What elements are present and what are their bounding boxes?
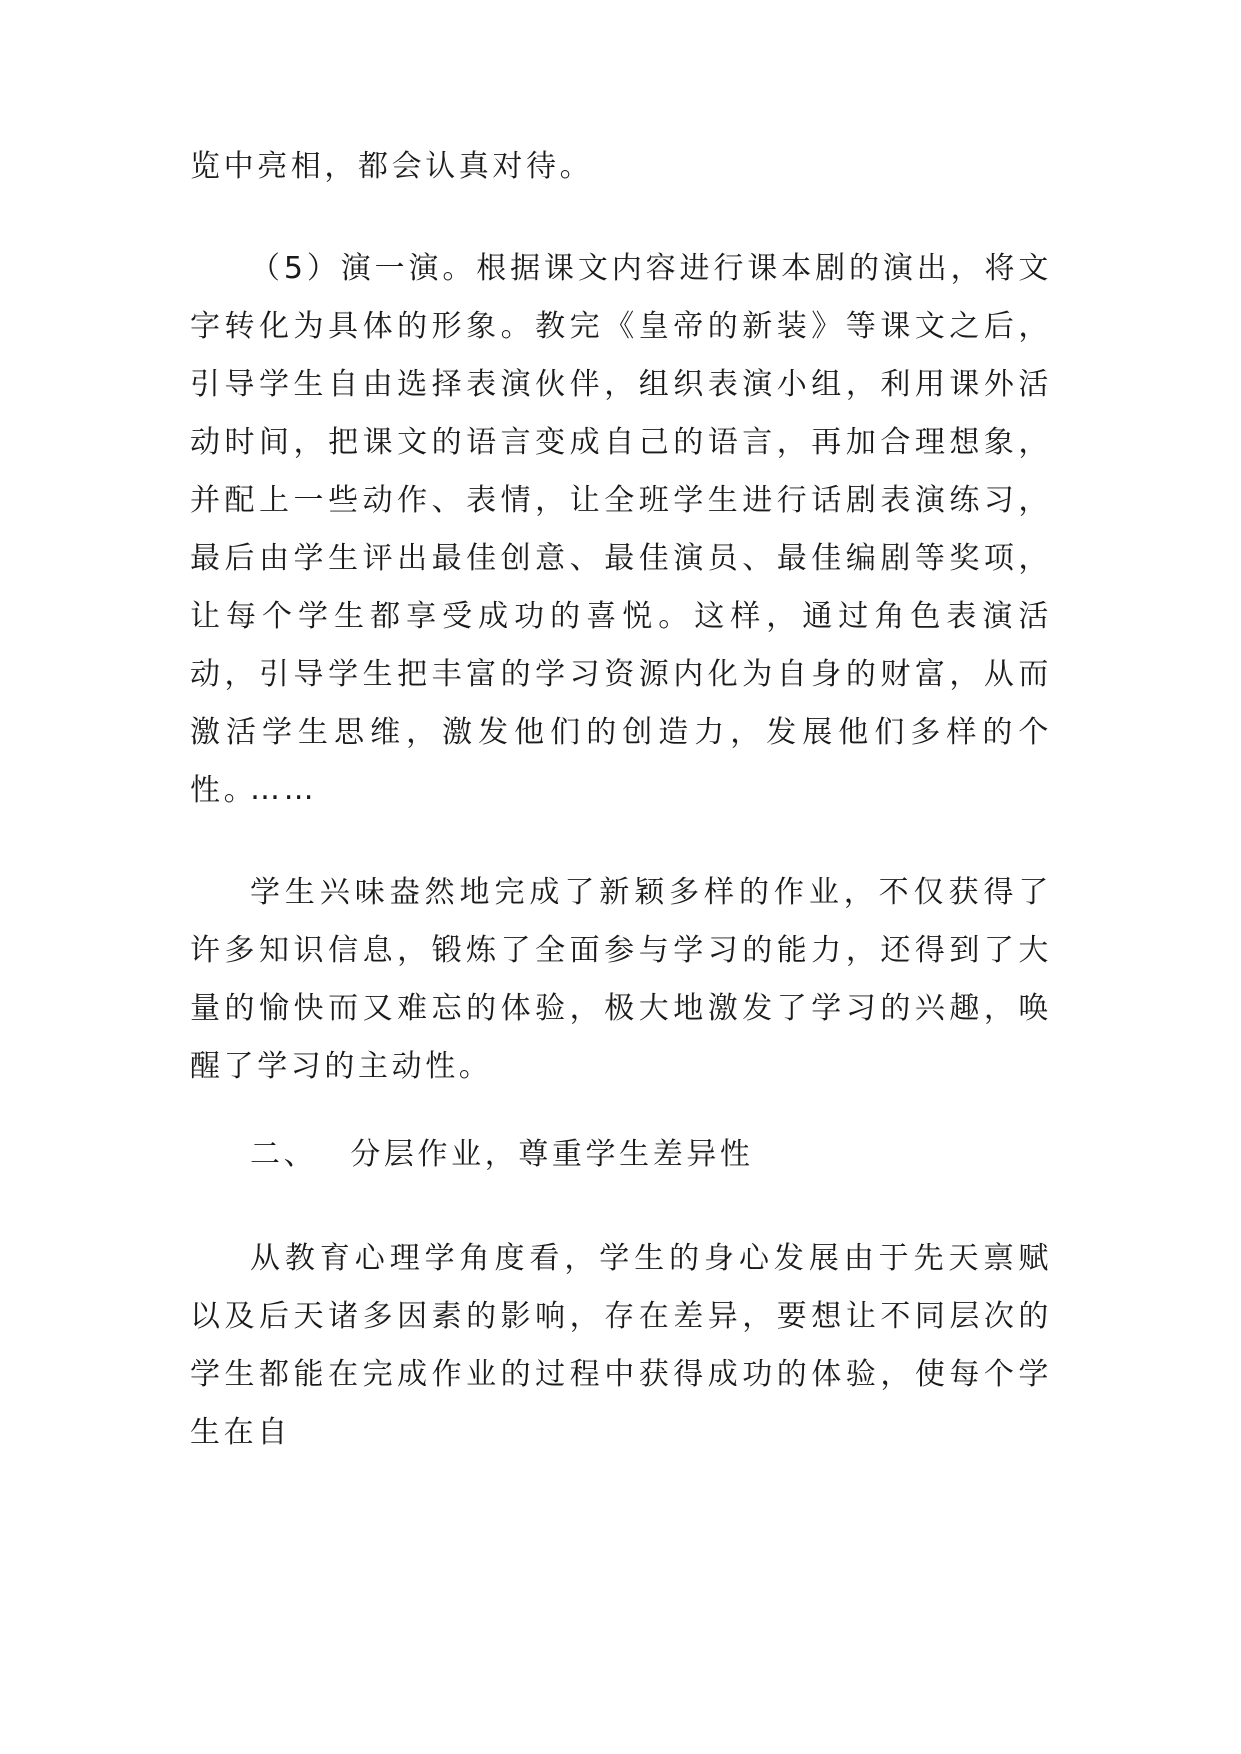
paragraph-item-5-act-out: （5）演一演。根据课文内容进行课本剧的演出，将文字转化为具体的形象。教完《皇帝的新装》等课文之后，引导学生自由选择表演伙伴，组织表演小组，利用课外活动时间，把课文的语言变成自己的语言，再加合理想象，并配上一些动作、表情，让全班学生进行话剧表演练习，最后由学生评出最佳创意、最佳演员、最佳编剧等奖项，让每个学生都享受成功的喜悦。这样，通过角色表演活动，引导学生把丰富的学习资源内化为自身的财富，从而激活学生思维，激发他们的创造力，发展他们多样的个性。 — [190, 251, 1052, 808]
paragraph-educational-psychology: 从教育心理学角度看，学生的身心发展由于先天禀赋以及后天诸多因素的影响，存在差异，要想让不同层次的学生都能在完成作业的过程中获得成功的体验，使每个学生在自 — [190, 1241, 1052, 1450]
ellipsis-line: …… — [250, 772, 318, 807]
paragraph-continuation: 览中亮相，都会认真对待。 — [190, 149, 594, 184]
section-heading-layered-homework: 二、 分层作业，尊重学生差异性 — [250, 1137, 754, 1172]
paragraph-summary: 学生兴味盎然地完成了新颖多样的作业，不仅获得了许多知识信息，锻炼了全面参与学习的能力，还得到了大量的愉快而又难忘的体验，极大地激发了学习的兴趣，唤醒了学习的主动性。 — [190, 875, 1052, 1084]
